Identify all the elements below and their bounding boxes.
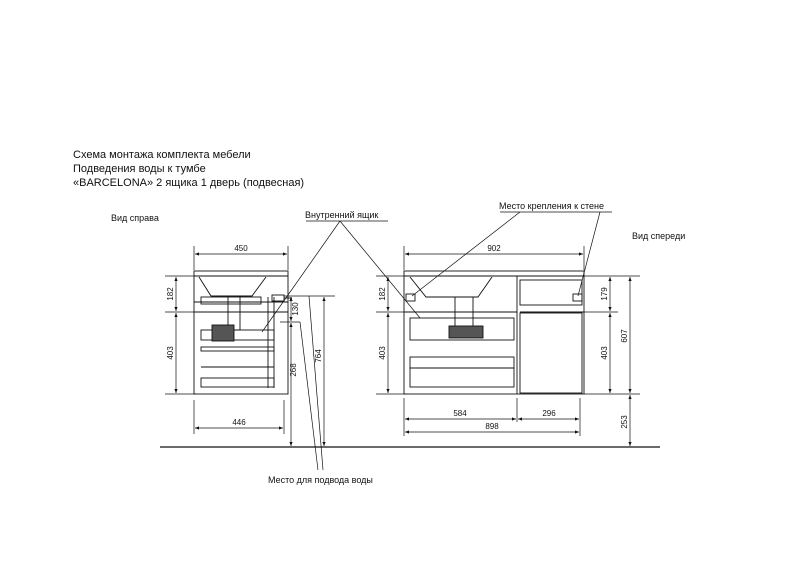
dim-front-right-width-label: 296 bbox=[542, 409, 556, 418]
dim-front-right-upper-label: 179 bbox=[600, 287, 609, 301]
front-drawer-siphon bbox=[449, 326, 483, 338]
title-line-2: Подведения воды к тумбе bbox=[73, 163, 206, 175]
dim-side-pipe-offset-label: 130 bbox=[291, 302, 300, 316]
dim-side-total-height-label: 764 bbox=[314, 349, 323, 363]
leader-lines bbox=[262, 212, 612, 470]
dim-front-right-lower-label: 403 bbox=[600, 346, 609, 360]
dim-front-left-width-label: 584 bbox=[453, 409, 467, 418]
dim-side-bottom-width-label: 446 bbox=[232, 418, 246, 427]
front-view-cabinet bbox=[404, 271, 584, 394]
side-view-label: Вид справа bbox=[111, 213, 159, 223]
dim-side-top-width-label: 450 bbox=[234, 244, 248, 253]
front-wall-bracket-right bbox=[573, 294, 582, 301]
dim-front-bottom-width-label: 898 bbox=[485, 422, 499, 431]
dim-floor-gap-label: 253 bbox=[620, 415, 629, 429]
title-line-1: Схема монтажа комплекта мебели bbox=[73, 149, 251, 161]
dim-front-total-height-label: 607 bbox=[620, 329, 629, 343]
side-sink-bowl bbox=[199, 277, 266, 296]
dim-front-top-width-label: 902 bbox=[487, 244, 501, 253]
front-lower-drawer bbox=[410, 357, 514, 387]
side-upper-drawer bbox=[201, 297, 261, 304]
front-door bbox=[520, 313, 582, 393]
side-drawer-siphon bbox=[212, 325, 234, 341]
side-middle-rail bbox=[201, 347, 274, 351]
dim-side-pipe-height-label: 268 bbox=[289, 363, 298, 377]
inner-drawer-callout: Внутренний ящик bbox=[305, 210, 379, 220]
front-cabinet-body bbox=[404, 271, 584, 394]
front-sink-bowl bbox=[410, 277, 492, 297]
dim-front-upper-height-label: 182 bbox=[378, 287, 387, 301]
side-lower-drawer bbox=[201, 378, 274, 387]
dim-side-lower-height-label: 403 bbox=[166, 346, 175, 360]
wall-mount-callout: Место крепления к стене bbox=[499, 201, 605, 211]
side-view-cabinet bbox=[194, 271, 292, 394]
water-supply-callout: Место для подвода воды bbox=[268, 475, 373, 485]
dim-front-lower-height-label: 403 bbox=[378, 346, 387, 360]
dim-side-upper-height-label: 182 bbox=[166, 287, 175, 301]
title-line-3: «BARCELONA» 2 ящика 1 дверь (подвесная) bbox=[73, 177, 305, 189]
front-view-label: Вид спереди bbox=[632, 231, 686, 241]
